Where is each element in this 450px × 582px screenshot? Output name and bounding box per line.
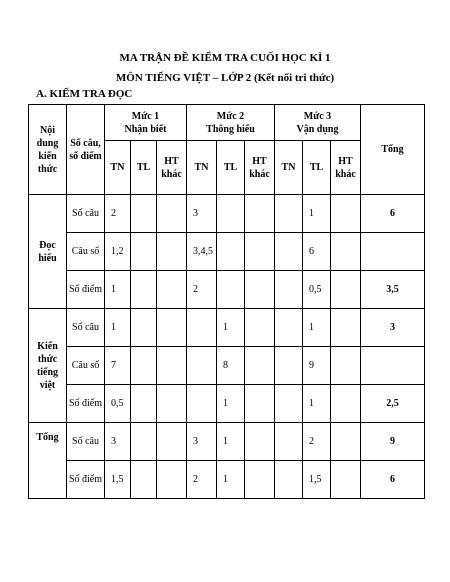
value-cell	[275, 423, 303, 461]
header-tong: Tổng	[361, 105, 425, 195]
header-tl: TL	[217, 141, 245, 195]
value-cell	[157, 423, 187, 461]
value-cell: 1	[217, 385, 245, 423]
value-cell: 1,5	[105, 461, 131, 499]
value-cell: 2	[105, 195, 131, 233]
value-cell	[331, 385, 361, 423]
value-cell	[131, 461, 157, 499]
table-row	[29, 195, 425, 233]
value-cell	[245, 233, 275, 271]
value-cell	[157, 347, 187, 385]
value-cell	[217, 233, 245, 271]
row-label: Số điểm	[67, 461, 105, 499]
value-cell	[275, 233, 303, 271]
value-cell	[187, 385, 217, 423]
value-cell	[157, 195, 187, 233]
value-cell	[275, 195, 303, 233]
header-tn: TN	[105, 141, 131, 195]
value-cell: 1,5	[303, 461, 331, 499]
value-cell: 1	[105, 309, 131, 347]
value-cell	[331, 233, 361, 271]
value-cell	[131, 195, 157, 233]
value-cell	[187, 347, 217, 385]
section-heading: A. KIỂM TRA ĐỌC	[36, 88, 133, 100]
value-cell	[217, 195, 245, 233]
table-row	[29, 271, 425, 309]
header-tn: TN	[275, 141, 303, 195]
value-cell	[245, 309, 275, 347]
group-label: Đọc hiểu	[29, 195, 67, 309]
document-subtitle: MÔN TIẾNG VIỆT – LỚP 2 (Kết nối tri thức)	[115, 72, 335, 84]
value-cell	[331, 195, 361, 233]
header-muc-2: Mức 2 Thông hiểu	[187, 105, 275, 141]
value-cell	[331, 423, 361, 461]
value-cell	[245, 347, 275, 385]
value-cell: 9	[303, 347, 331, 385]
value-cell	[157, 461, 187, 499]
row-label: Số điểm	[67, 271, 105, 309]
value-cell	[131, 271, 157, 309]
header-tn: TN	[187, 141, 217, 195]
total-cell	[361, 347, 425, 385]
value-cell	[131, 233, 157, 271]
value-cell	[275, 461, 303, 499]
value-cell	[245, 423, 275, 461]
group-label: Kiến thức tiếng việt	[29, 309, 67, 423]
header-tl: TL	[303, 141, 331, 195]
value-cell	[131, 423, 157, 461]
value-cell	[157, 233, 187, 271]
value-cell: 2	[187, 271, 217, 309]
total-cell	[361, 233, 425, 271]
total-cell: 6	[361, 461, 425, 499]
value-cell	[157, 309, 187, 347]
row-label: Số câu	[67, 309, 105, 347]
value-cell	[245, 195, 275, 233]
value-cell: 1	[217, 423, 245, 461]
value-cell	[131, 347, 157, 385]
header-ht-khac: HT khác	[245, 141, 275, 195]
value-cell: 6	[303, 233, 331, 271]
header-noi-dung: Nội dung kiến thức	[29, 105, 67, 195]
value-cell: 8	[217, 347, 245, 385]
value-cell: 2	[303, 423, 331, 461]
value-cell	[131, 309, 157, 347]
value-cell	[217, 271, 245, 309]
value-cell	[275, 347, 303, 385]
row-label: Câu số	[67, 233, 105, 271]
value-cell	[245, 271, 275, 309]
header-ht-khac: HT khác	[157, 141, 187, 195]
value-cell	[245, 461, 275, 499]
table-row	[29, 347, 425, 385]
value-cell: 1	[303, 309, 331, 347]
value-cell	[187, 309, 217, 347]
total-cell: 3	[361, 309, 425, 347]
value-cell	[275, 271, 303, 309]
value-cell	[331, 461, 361, 499]
row-label: Số điểm	[67, 385, 105, 423]
total-cell: 6	[361, 195, 425, 233]
table-row	[29, 423, 425, 461]
total-cell: 9	[361, 423, 425, 461]
value-cell: 1,2	[105, 233, 131, 271]
row-label: Câu số	[67, 347, 105, 385]
value-cell: 1	[217, 309, 245, 347]
value-cell: 3	[187, 195, 217, 233]
value-cell	[157, 271, 187, 309]
value-cell: 0,5	[105, 385, 131, 423]
document-title: MA TRẬN ĐỀ KIỂM TRA CUỐI HỌC KÌ 1	[119, 52, 331, 64]
table-row	[29, 461, 425, 499]
value-cell: 3	[105, 423, 131, 461]
value-cell	[275, 309, 303, 347]
value-cell: 1	[105, 271, 131, 309]
value-cell	[331, 309, 361, 347]
total-cell: 3,5	[361, 271, 425, 309]
table-row	[29, 233, 425, 271]
matrix-table	[28, 104, 425, 499]
value-cell: 2	[187, 461, 217, 499]
value-cell	[275, 385, 303, 423]
total-cell: 2,5	[361, 385, 425, 423]
header-muc-1: Mức 1 Nhận biết	[105, 105, 187, 141]
value-cell: 0,5	[303, 271, 331, 309]
value-cell	[131, 385, 157, 423]
group-label: Tổng	[29, 423, 67, 499]
table-row	[29, 309, 425, 347]
value-cell: 1	[303, 385, 331, 423]
header-ht-khac: HT khác	[331, 141, 361, 195]
value-cell	[157, 385, 187, 423]
table-row	[29, 385, 425, 423]
row-label: Số câu	[67, 423, 105, 461]
header-so-cau-so-diem: Số câu, số điểm	[67, 105, 105, 195]
value-cell	[245, 385, 275, 423]
value-cell: 3,4,5	[187, 233, 217, 271]
value-cell	[331, 271, 361, 309]
value-cell: 7	[105, 347, 131, 385]
value-cell: 1	[217, 461, 245, 499]
header-tl: TL	[131, 141, 157, 195]
row-label: Số câu	[67, 195, 105, 233]
value-cell: 1	[303, 195, 331, 233]
header-muc-3: Mức 3 Vận dụng	[275, 105, 361, 141]
value-cell: 3	[187, 423, 217, 461]
value-cell	[331, 347, 361, 385]
